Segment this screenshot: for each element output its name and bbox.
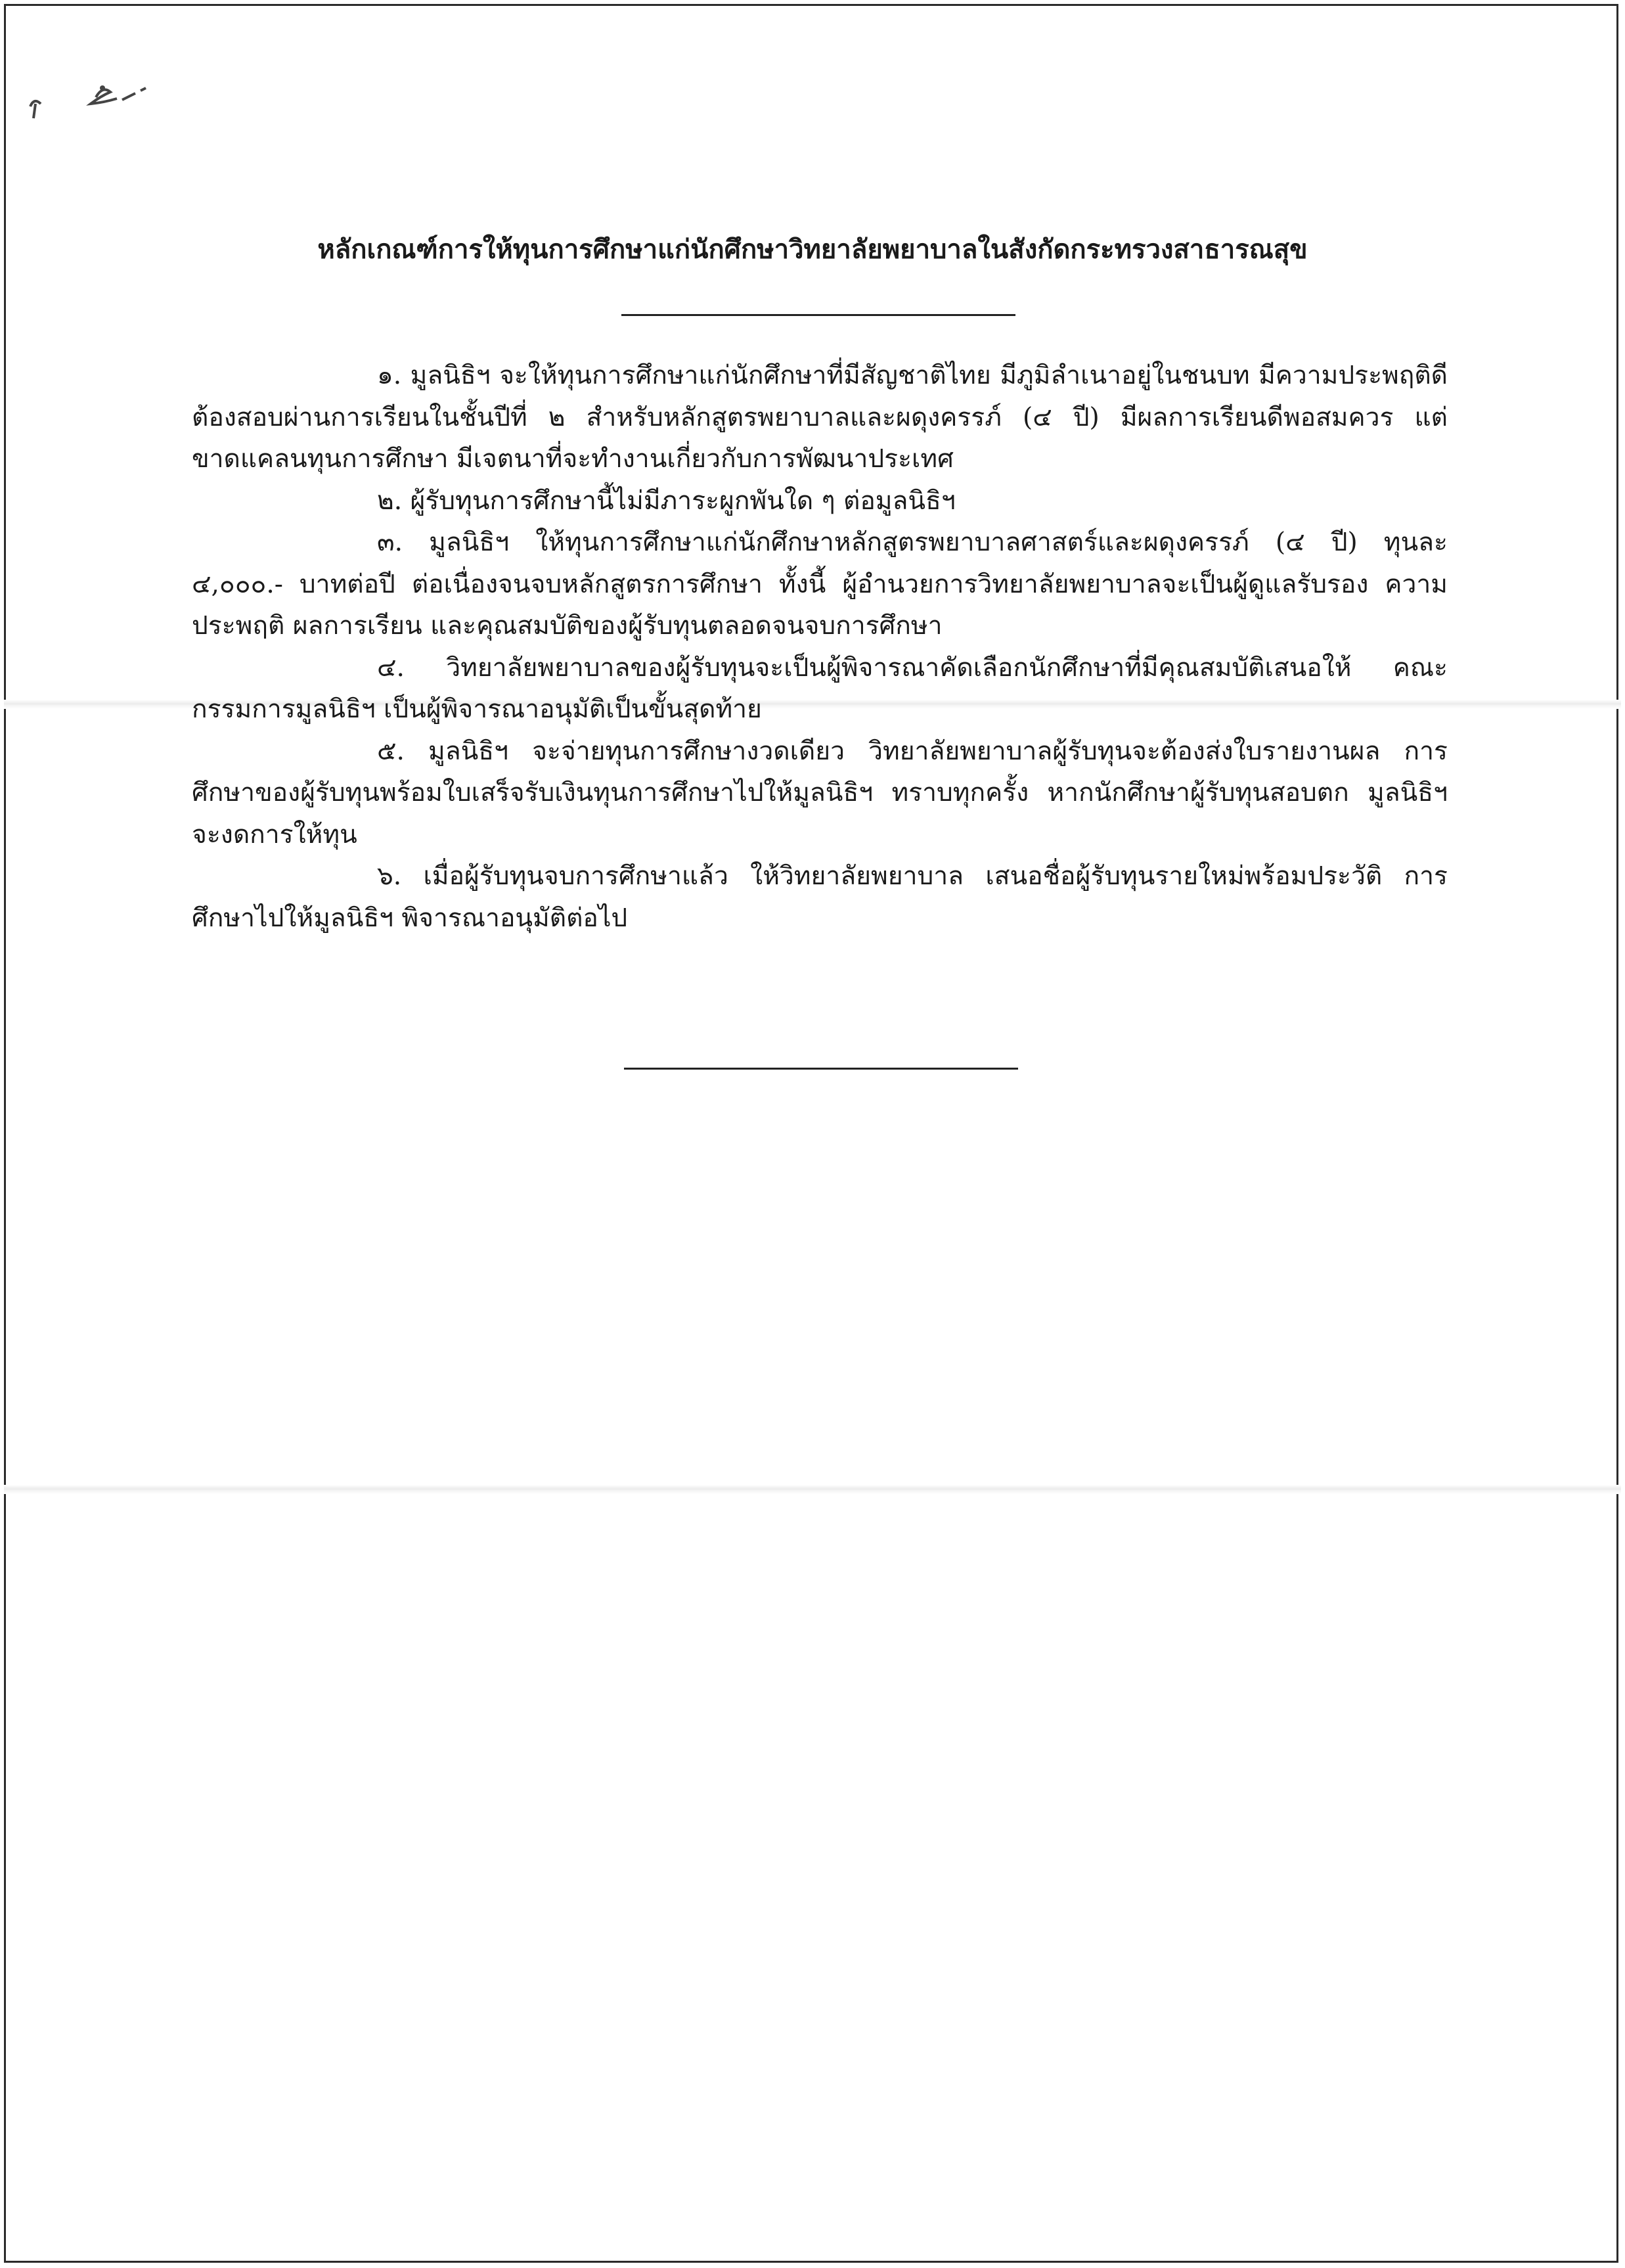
criteria-list: [192, 355, 1448, 939]
closing-divider: [624, 1068, 1018, 1070]
clause-2: ๒. ผู้รับทุนการศึกษานี้ไม่มีภาระผูกพันใด ๆ ต่อมูลนิธิฯ: [377, 486, 956, 516]
title-underline: [621, 314, 1015, 316]
clause-5: ๕. มูลนิธิฯ จะจ่ายทุนการศึกษางวดเดียว วิทยาลัยพยาบาลผู้รับทุนจะต้องส่งใบรายงานผล การศึกษาของผู้รับทุนพร้อมใบเสร็จรับเงินทุนการศึกษาไปให้มูลนิธิฯ ทราบทุกครั้ง หากนักศึกษาผู้รับทุนสอบตก มูลนิธิฯ จะงดการให้ทุน: [192, 736, 1448, 850]
paper-fold-line: [4, 1485, 1621, 1494]
handwritten-mark-icon: [24, 66, 168, 125]
clause-4: ๔. วิทยาลัยพยาบาลของผู้รับทุนจะเป็นผู้พิจารณาคัดเลือกนักศึกษาที่มีคุณสมบัติเสนอให้ คณะกรรมการมูลนิธิฯ เป็นผู้พิจารณาอนุมัติเป็นขั้นสุดท้าย: [192, 652, 1448, 724]
page-border: [4, 4, 1618, 2263]
document-title: หลักเกณฑ์การให้ทุนการศึกษาแก่นักศึกษาวิทยาลัยพยาบาลในสังกัดกระทรวงสาธารณสุข: [317, 234, 1308, 265]
clause-3: ๓. มูลนิธิฯ ให้ทุนการศึกษาแก่นักศึกษาหลักสูตรพยาบาลศาสตร์และผดุงครรภ์ (๔ ปี) ทุนละ ๔,๐๐๐.- บาทต่อปี ต่อเนื่องจนจบหลักสูตรการศึกษา ทั้งนี้ ผู้อำนวยการวิทยาลัยพยาบาลจะเป็นผู้ดูแลรับรอง ความประพฤติ ผลการเรียน และคุณสมบัติของผู้รับทุนตลอดจนจบการศึกษา: [192, 528, 1448, 641]
clause-6: ๖. เมื่อผู้รับทุนจบการศึกษาแล้ว ให้วิทยาลัยพยาบาล เสนอชื่อผู้รับทุนรายใหม่พร้อมประวัติ การศึกษาไปให้มูลนิธิฯ พิจารณาอนุมัติต่อไป: [192, 861, 1448, 933]
clause-1: ๑. มูลนิธิฯ จะให้ทุนการศึกษาแก่นักศึกษาที่มีสัญชาติไทย มีภูมิลำเนาอยู่ในชนบท มีความประพฤติดี ต้องสอบผ่านการเรียนในชั้นปีที่ ๒ สำหรับหลักสูตรพยาบาลและผดุงครรภ์ (๔ ปี) มีผลการเรียนดีพอสมควร แต่ขาดแคลนทุนการศึกษา มีเจตนาที่จะทำงานเกี่ยวกับการพัฒนาประเทศ: [192, 361, 1448, 474]
